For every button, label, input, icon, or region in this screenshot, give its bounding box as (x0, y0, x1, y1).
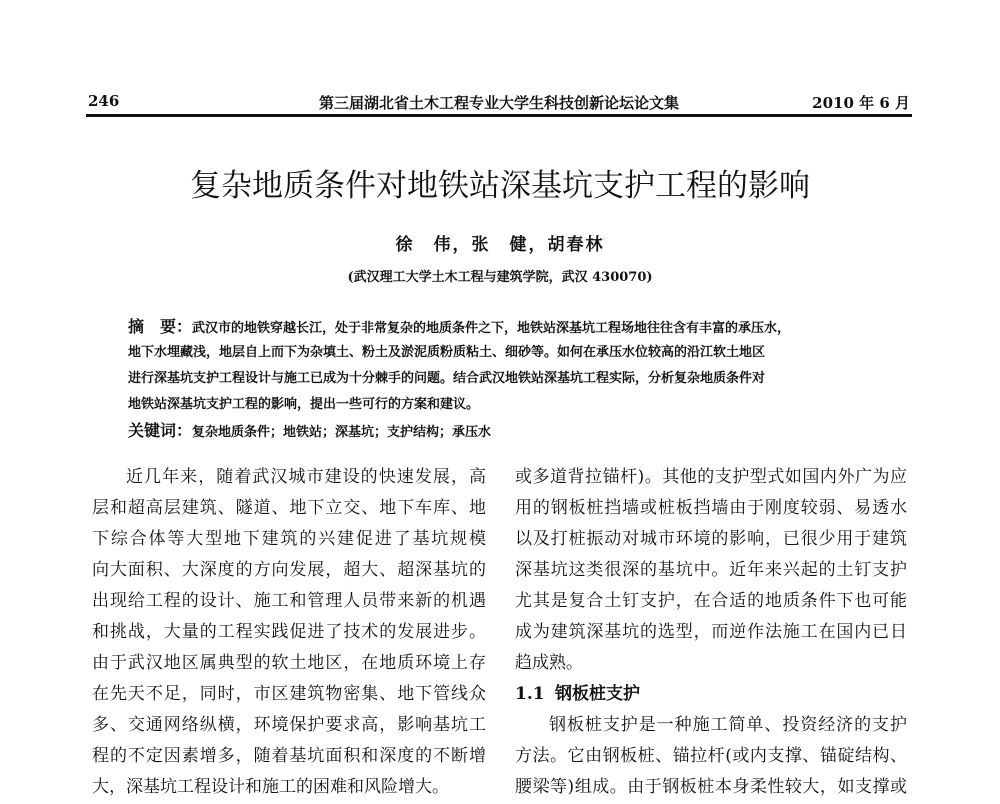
body-line: 大，深基坑工程设计和施工的困难和风险增大。 (92, 777, 449, 797)
section-title: 钢板桩支护 (555, 684, 640, 704)
body-line: 程的不定因素增多，随着基坑面积和深度的不断增 (92, 746, 486, 766)
abstract-label: 摘 要： (128, 317, 193, 336)
paper-title: 复杂地质条件对地铁站深基坑支护工程的影响 (190, 168, 810, 204)
body-line: 方法。它由钢板桩、锚拉杆(或内支撑、锚碇结构、 (515, 746, 907, 766)
body-line: 由于武汉地区属典型的软土地区，在地质环境上存 (92, 653, 486, 673)
body-line: 层和超高层建筑、隧道、地下立交、地下车库、地 (92, 498, 486, 518)
body-line: 钢板桩支护是一种施工简单、投资经济的支护 (549, 715, 907, 735)
body-line: 和挑战，大量的工程实践促进了技术的发展进步。 (92, 622, 486, 642)
running-header (88, 92, 910, 112)
abstract-line: 地下水埋藏浅，地层自上而下为杂填土、粉土及淤泥质粉质粘土、细砂等。如何在承压水位较高的沿江软土地区 (128, 345, 766, 360)
abstract-line: 地铁站深基坑支护工程的影响，提出一些可行的方案和建议。 (128, 397, 480, 412)
body-line: 腰梁等)组成。由于钢板桩本身柔性较大，如支撑或 (515, 777, 907, 797)
body-line: 深基坑这类很深的基坑中。近年来兴起的土钉支护 (515, 560, 907, 580)
body-line: 多、交通网络纵横，环境保护要求高，影响基坑工 (92, 715, 486, 735)
body-line: 在先天不足，同时，市区建筑物密集、地下管线众 (92, 684, 486, 704)
journal-name: 第三届湖北省土木工程专业大学生科技创新论坛论文集 (318, 94, 679, 112)
abstract-line: 武汉市的地铁穿越长江，处于非常复杂的地质条件之下，地铁站深基坑工程场地往往含有丰富的承压水， (192, 321, 791, 336)
body-line: 近几年来，随着武汉城市建设的快速发展，高 (126, 467, 486, 487)
body-line: 成为建筑深基坑的选型，而逆作法施工在国内已日 (515, 622, 907, 642)
body-line: 或多道背拉锚杆)。其他的支护型式如国内外广为应 (515, 467, 907, 487)
authors: 徐 伟，张 健，胡春林 (395, 235, 605, 255)
keywords (128, 421, 880, 447)
keywords-text: 复杂地质条件；地铁站；深基坑；支护结构；承压水 (192, 425, 492, 440)
header-rule (86, 114, 912, 117)
body-line: 用的钢板桩挡墙或桩板挡墙由于刚度较弱、易透水 (515, 498, 907, 518)
body-line: 向大面积、大深度的方向发展，超大、超深基坑的 (92, 560, 486, 580)
affiliation: (武汉理工大学土木工程与建筑学院，武汉 430070) (347, 270, 653, 285)
keywords-label: 关键词： (128, 421, 193, 440)
abstract-line: 进行深基坑支护工程设计与施工已成为十分棘手的问题。结合武汉地铁站深基坑工程实际，分析复杂地质条件对 (128, 371, 766, 386)
section-heading (515, 680, 907, 711)
body-line: 趋成熟。 (515, 653, 583, 673)
issue-date: 2010 年 6 月 (812, 94, 910, 112)
body-line: 下综合体等大型地下建筑的兴建促进了基坑规模 (92, 529, 486, 549)
right-column (515, 463, 907, 804)
body-line: 以及打桩振动对城市环境的影响，已很少用于建筑 (515, 529, 907, 549)
body-line: 尤其是复合土钉支护，在合适的地质条件下也可能 (515, 591, 907, 611)
section-number: 1.1 (515, 684, 545, 704)
abstract (128, 317, 880, 447)
left-column (92, 463, 486, 804)
page-number: 246 (88, 92, 120, 110)
body-line: 出现给工程的设计、施工和管理人员带来新的机遇 (92, 591, 486, 611)
